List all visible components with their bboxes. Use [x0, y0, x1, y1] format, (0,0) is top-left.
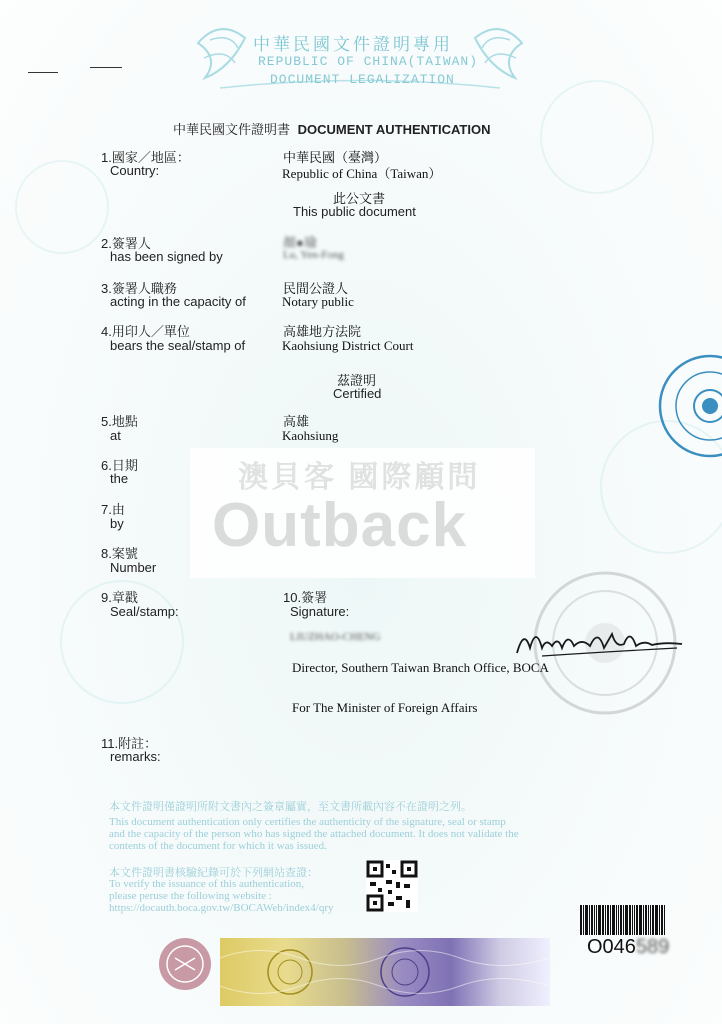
seal-of-label-zh: 4.用印人／單位: [101, 324, 190, 339]
at-value-en: Kaohsiung: [282, 428, 339, 443]
signed-by-label-en: has been signed by: [110, 249, 223, 264]
seal-of-value-en: Kaohsiung District Court: [282, 338, 414, 353]
by-label-zh: 7.由: [101, 502, 125, 517]
seal-label-zh: 9.章戳: [101, 590, 138, 605]
public-doc-zh: 此公文書: [333, 191, 386, 206]
number-label-zh: 8.案號: [101, 546, 138, 561]
footer-note-zh: 本文件證明僅證明所附文書內之簽章屬實，至文書所載內容不在證明之列。: [109, 801, 472, 813]
footer-note-en-3: contents of the document for which it was issued.: [109, 840, 327, 852]
country-label-zh: 1.國家／地區：: [101, 150, 190, 165]
seal-of-value-zh: 高雄地方法院: [283, 324, 362, 339]
date-label-en: the: [110, 471, 129, 486]
at-label-en: at: [110, 428, 121, 443]
verify-zh: 本文件證明書核驗紀錄可於下列網站查證：: [109, 867, 318, 879]
watermark-zh: 澳貝客 國際顧問: [238, 461, 481, 494]
country-value-en: Republic of China（Taiwan）: [282, 166, 442, 181]
number-label-en: Number: [110, 560, 157, 575]
background-rosette: [540, 80, 654, 194]
capacity-value-zh: 民間公證人: [283, 281, 349, 296]
ministry-stamp: [658, 352, 722, 460]
signatory-title-2: For The Minister of Foreign Affairs: [292, 700, 478, 715]
header-en-line1: REPUBLIC OF CHINA(TAIWAN): [258, 54, 479, 69]
header-en-line2: DOCUMENT LEGALIZATION: [270, 72, 455, 87]
header-zh: 中華民國文件證明專用: [253, 35, 453, 55]
hologram-seal: [157, 936, 213, 992]
document-title: [173, 119, 490, 138]
country-value-zh: 中華民國（臺灣）: [283, 150, 388, 165]
title-en: DOCUMENT AUTHENTICATION: [297, 122, 491, 137]
signatory-title: Director, Southern Taiwan Branch Office, BOCA: [292, 660, 549, 675]
capacity-value-en: Notary public: [282, 294, 354, 309]
footer-note-en-1: This document authentication only certifies the authenticity of the signature, seal or stamp: [109, 816, 506, 828]
by-label-en: by: [110, 516, 124, 531]
remarks-label-zh: 11.附註：: [101, 736, 158, 751]
public-doc-en: This public document: [293, 204, 416, 219]
capacity-label-en: acting in the capacity of: [110, 294, 246, 309]
signed-by-value-en: Lu, Yen-Fong: [283, 249, 344, 261]
serial-visible: O046: [587, 936, 636, 958]
security-strip-pattern: [220, 938, 550, 1006]
at-label-zh: 5.地點: [101, 414, 138, 429]
signature-label-zh: 10.簽署: [283, 590, 328, 605]
margin-mark: [90, 67, 122, 68]
seal-of-label-en: bears the seal/stamp of: [110, 338, 246, 353]
at-value-zh: 高雄: [283, 414, 310, 429]
verify-en-1: To verify the issuance of this authentication,: [109, 878, 305, 890]
verify-en-2: please peruse the following website :: [109, 890, 272, 902]
qr-code[interactable]: [366, 860, 418, 912]
country-label-en: Country:: [110, 163, 160, 178]
background-rosette: [15, 160, 109, 254]
certified-en: Certified: [333, 386, 382, 401]
handwritten-signature: [512, 618, 687, 666]
remarks-label-en: remarks:: [110, 749, 161, 764]
signed-by-value-zh: 顏●瑜: [283, 235, 317, 250]
certified-zh: 茲證明: [337, 373, 377, 388]
seal-label-en: Seal/stamp:: [110, 604, 179, 619]
barcode: [580, 905, 680, 935]
title-zh: 中華民國文件證明書: [173, 122, 291, 137]
watermark-en: Outback: [212, 491, 468, 560]
signature-label-en: Signature:: [290, 604, 350, 619]
capacity-label-zh: 3.簽署人職務: [101, 281, 177, 296]
footer-note-en-2: and the capacity of the person who has signed the attached document. It does not validate the: [109, 828, 519, 840]
serial-hidden: 589: [635, 936, 670, 958]
margin-mark: [28, 72, 58, 73]
serial-number: [587, 936, 669, 959]
verify-url[interactable]: https://docauth.boca.gov.tw/BOCAWeb/index4/qry: [109, 902, 334, 914]
signed-by-label-zh: 2.簽署人: [101, 236, 151, 251]
signatory-name: LIUZHAO-CHENG: [290, 631, 381, 643]
date-label-zh: 6.日期: [101, 458, 138, 473]
